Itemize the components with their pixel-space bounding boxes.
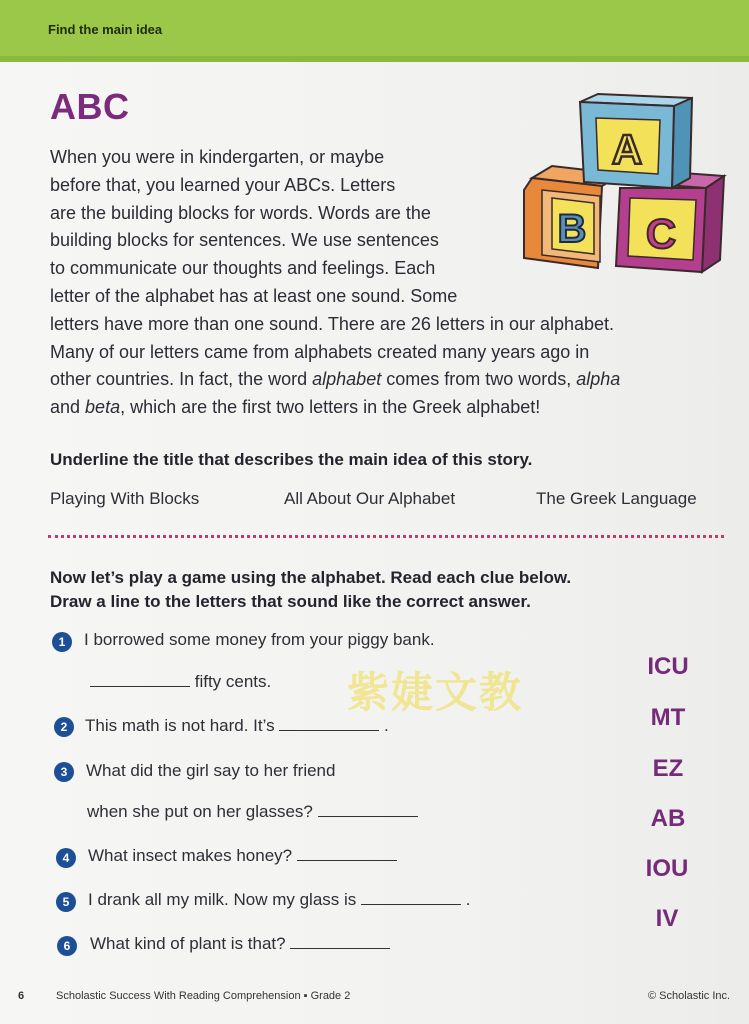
clue-4-question: What insect makes honey? [88,846,297,865]
story-emphasis: alpha [576,369,621,390]
section-label: Find the main idea [48,22,163,37]
section-divider [48,535,724,538]
footer-bullet: ▪ [303,990,308,1002]
answer-blank[interactable] [90,672,190,687]
story-line: before that, you learned your ABCs. Letters [50,174,396,195]
instruction-line: Now let’s play a game using the alphabet. Read each clue below. [50,568,572,587]
story-text-segment: , which are the first two letters in the Greek alphabet! [120,397,541,418]
title-choice-3[interactable]: The Greek Language [536,489,697,508]
answer-blank[interactable] [290,934,390,949]
answer-iou[interactable]: IOU [645,855,689,882]
story-line: are the building blocks for words. Words are the [50,202,431,223]
story-text-segment: other countries. In fact, the word [50,369,313,390]
title-choice-1[interactable]: Playing With Blocks [50,489,200,508]
clue-number-5: 5 [56,892,76,912]
answer-blank[interactable] [297,846,397,861]
page-number-value: 6 [18,990,25,1002]
book-title: Scholastic Success With Reading Comprehension [56,990,301,1002]
block-c-letter: C [645,210,677,257]
story-line: letter of the alphabet has at least one sound. Some [50,285,458,306]
story-line: building blocks for sentences. We use sentences [50,230,439,251]
story-line: Many of our letters came from alphabets created many years ago in [50,341,590,362]
clue-number-1: 1 [52,632,72,652]
story-text [50,144,740,422]
clue-5-text-before: I drank all my milk. Now my glass is [88,890,361,909]
clue-3-question: when she put on her glasses? [87,802,318,821]
story-line [50,366,740,394]
clue-3-text-line2 [87,802,418,822]
story-emphasis: alphabet [312,369,382,390]
answer-ez[interactable]: EZ [652,755,684,782]
story-line: to communicate our thoughts and feelings. Each [50,258,436,279]
story-text-segment: comes from two words, [381,369,577,390]
footer-book-title [56,990,350,1002]
clue-number-4: 4 [56,848,76,868]
clue-number-6: 6 [57,936,77,956]
clue-6-question: What kind of plant is that? [90,934,291,953]
answer-ab[interactable]: AB [650,805,686,832]
story-text-segment: and [50,397,86,418]
clue-number-3: 3 [54,762,74,782]
block-b-letter: B [557,207,587,251]
clue-number-2: 2 [54,717,74,737]
clue-2-text-after: . [379,716,389,735]
clue-1-answer-line [90,672,271,692]
answer-mt[interactable]: MT [650,704,686,731]
watermark: 紫婕文教 [347,668,524,717]
answer-blank[interactable] [361,890,461,905]
story-line: When you were in kindergarten, or maybe [50,147,385,167]
footer-copyright: © Scholastic Inc. [648,990,731,1002]
block-a-letter: A [611,126,643,173]
page-number [18,990,24,1002]
clue-2-text-before: This math is not hard. It’s [85,716,280,735]
instruction-line: Draw a line to the letters that sound like the correct answer. [50,592,531,611]
clue-4-text [88,846,397,866]
clue-2-text [85,716,389,736]
title-choice-2[interactable]: All About Our Alphabet [284,489,456,508]
clue-6-text [90,934,390,954]
game-instructions [50,566,571,614]
story-emphasis: beta [85,397,121,418]
grade-label: Grade 2 [310,990,351,1002]
story-line: letters have more than one sound. There are 26 letters in our alphabet. [50,313,615,334]
main-idea-question: Underline the title that describes the main idea of this story. [50,450,533,469]
clue-5-text-after: . [461,890,471,909]
story-title: ABC [50,86,130,127]
answer-blank[interactable] [318,802,418,817]
answer-icu[interactable]: ICU [647,653,689,680]
answer-iv[interactable]: IV [655,905,679,932]
story-line [50,394,740,422]
clue-3-text: What did the girl say to her friend [86,761,336,780]
clue-1-text-after: fifty cents. [190,672,272,691]
clue-1-text: I borrowed some money from your piggy bank. [84,630,435,649]
clue-5-text [88,890,470,910]
